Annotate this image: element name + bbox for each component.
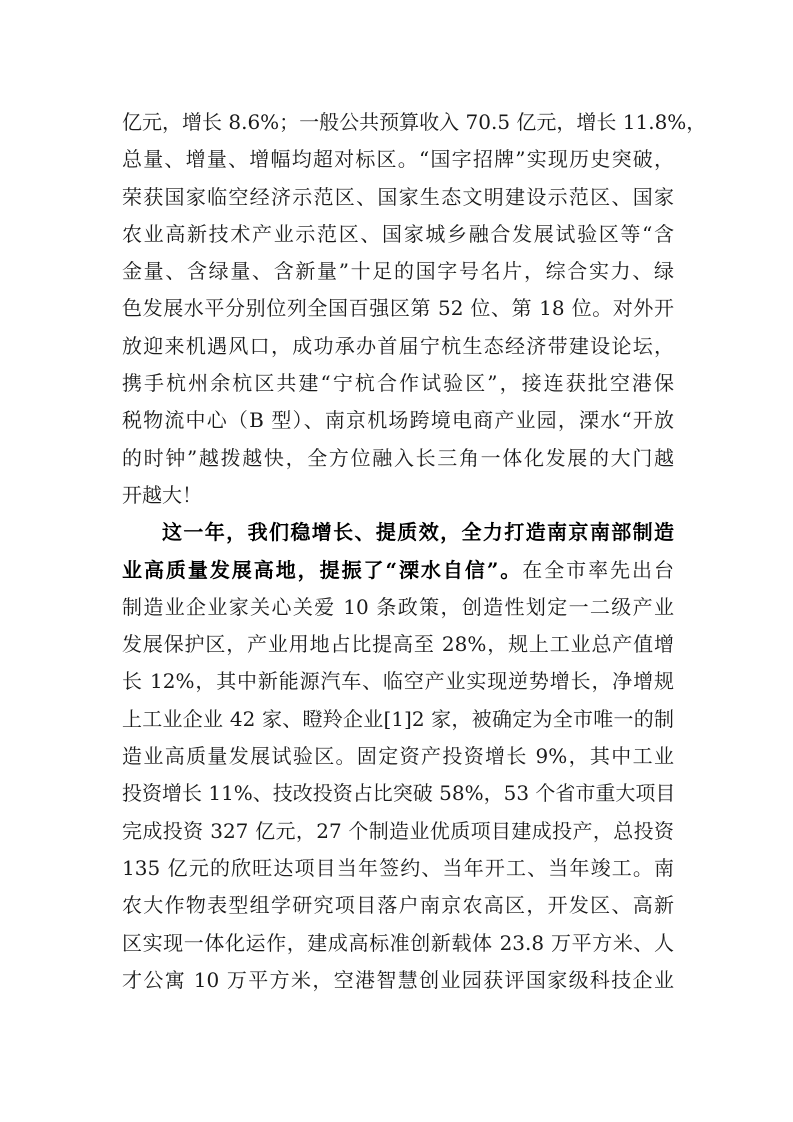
text-line: 区实现一体化运作，建成高标准创新载体 23.8 万平方米、人 [122, 930, 674, 955]
text-run: 在全市率先出台 [522, 557, 675, 582]
text-line: 放迎来机遇风口，成功承办首届宁杭生态经济带建设论坛， [122, 333, 674, 358]
text-line [122, 552, 674, 589]
text-line: 农大作物表型组学研究项目落户南京农高区，开发区、高新 [122, 893, 674, 918]
text-line: 135 亿元的欣旺达项目当年签约、当年开工、当年竣工。南 [122, 855, 674, 880]
text-line: 荣获国家临空经济示范区、国家生态文明建设示范区、国家 [122, 184, 674, 209]
text-line: 的时钟”越拨越快，全方位融入长三角一体化发展的大门越 [122, 445, 674, 470]
text-line: 才公寓 10 万平方米，空港智慧创业园获评国家级科技企业 [122, 967, 674, 992]
text-line: 亿元，增长 8.6%；一般公共预算收入 70.5 亿元，增长 11.8%， [122, 110, 707, 134]
text-line: 携手杭州余杭区共建“宁杭合作试验区”，接连获批空港保 [122, 371, 674, 396]
text-line: 投资增长 11%、技改投资占比突破 58%，53 个省市重大项目 [122, 781, 676, 806]
text-line: 农业高新技术产业示范区、国家城乡融合发展试验区等“含 [122, 221, 674, 246]
text-line: 长 12%，其中新能源汽车、临空产业实现逆势增长，净增规 [122, 669, 674, 694]
text-line: 上工业企业 42 家、瞪羚企业[1]2 家，被确定为全市唯一的制 [122, 706, 674, 731]
text-line: 造业高质量发展试验区。固定资产投资增长 9%，其中工业 [122, 744, 674, 769]
text-line: 色发展水平分别位列全国百强区第 52 位、第 18 位。对外开 [122, 296, 674, 321]
document-page [122, 104, 707, 999]
text-line: 总量、增量、增幅均超对标区。“国字招牌”实现历史突破， [122, 147, 674, 172]
text-line: 开越大！ [122, 482, 202, 507]
text-line: 制造业企业家关心关爱 10 条政策，创造性划定一二级产业 [122, 594, 674, 619]
text-line: 税物流中心（B 型）、南京机场跨境电商产业园，溧水“开放 [122, 408, 674, 433]
text-line: 发展保护区，产业用地占比提高至 28%，规上工业总产值增 [122, 632, 674, 657]
text-line: 完成投资 327 亿元，27 个制造业优质项目建成投产，总投资 [122, 818, 674, 843]
paragraph-lead-heading: 这一年，我们稳增长、提质效，全力打造南京南部制造 [162, 520, 674, 545]
text-line: 金量、含绿量、含新量”十足的国字号名片，综合实力、绿 [122, 259, 674, 284]
paragraph-1 [122, 104, 707, 514]
paragraph-lead-heading-end: 业高质量发展高地，提振了“溧水自信”。 [122, 557, 523, 582]
paragraph-2 [122, 514, 674, 999]
